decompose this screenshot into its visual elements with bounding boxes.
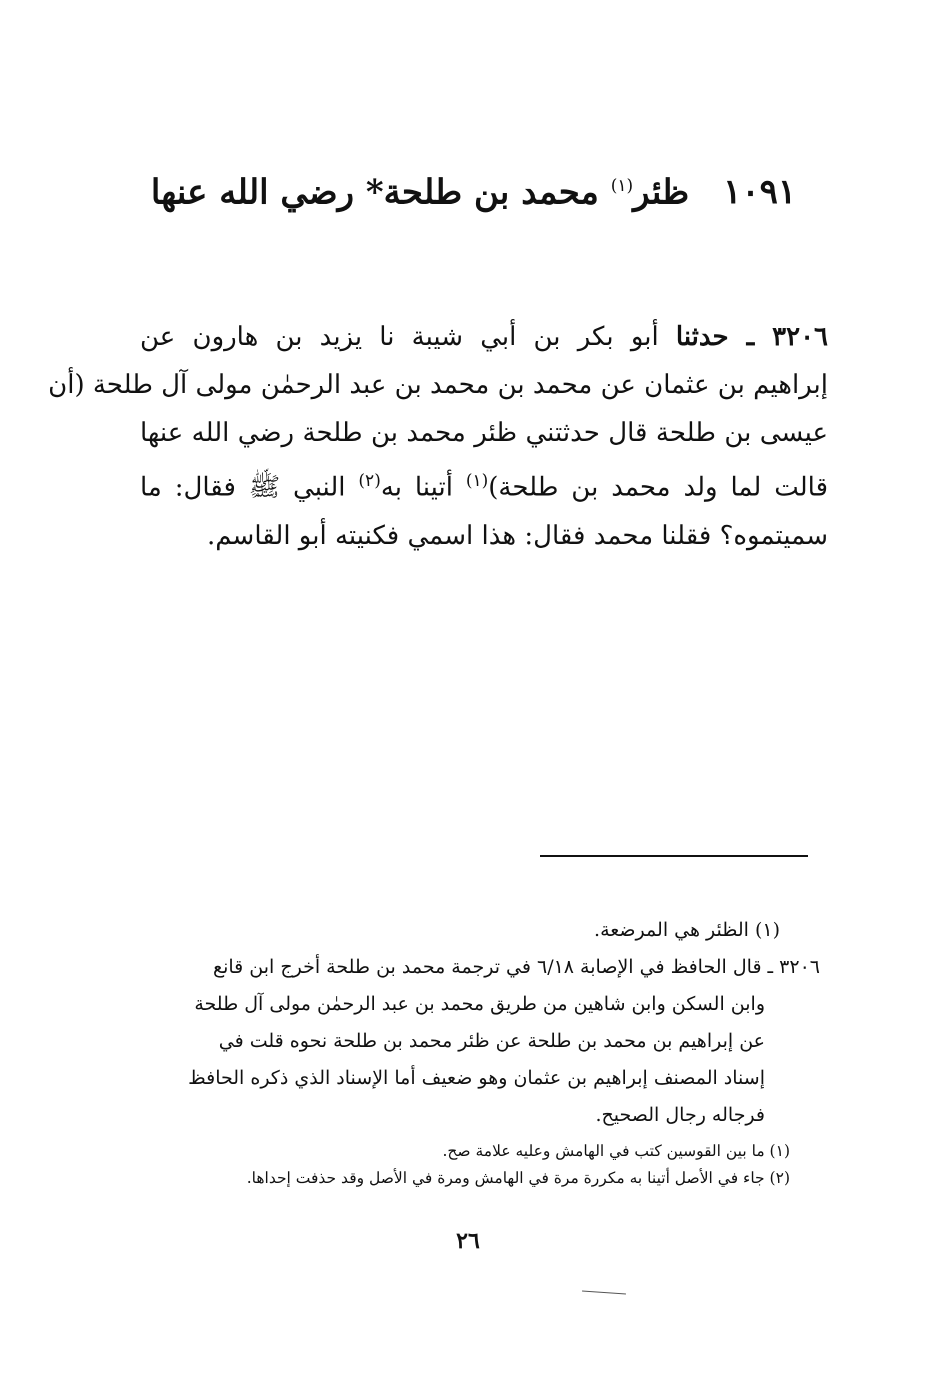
hadith-lead: ٣٢٠٦ ـ حدثنا [675, 322, 828, 352]
text-notes [150, 1138, 790, 1192]
heading-footnote-ref: (١) [610, 176, 634, 196]
footnote-2-line-4: إسناد المصنف إبراهيم بن عثمان وهو ضعيف أما الإسناد الذي ذكره الحافظ [188, 1067, 765, 1089]
entry-number: ١٠٩١ [723, 172, 797, 213]
footnote-separator [540, 855, 808, 857]
footnotes [130, 912, 820, 1134]
footnote-2-line-3: عن إبراهيم بن محمد بن طلحة عن ظئر محمد بن طلحة نحوه قلت في [218, 1030, 765, 1052]
footnote-2-line-1: ٣٢٠٦ ـ قال الحافظ في الإصابة ٦/١٨ في ترجمة محمد بن طلحة أخرج ابن قانع [212, 956, 820, 978]
page-number: ٢٦ [456, 1228, 480, 1254]
scan-mark [582, 1290, 626, 1294]
footnote-2-line-2: وابن السكن وابن شاهين من طريق محمد بن عبد الرحمٰن مولى آل طلحة [194, 993, 765, 1015]
hadith-ref-1: (١) [465, 471, 489, 491]
text-note-1: (١) ما بين القوسين كتب في الهامش وعليه علامة صح. [442, 1142, 790, 1160]
hadith-ref-2: (٢) [358, 471, 381, 491]
entry-heading [120, 160, 827, 218]
entry-name-rest: محمد بن طلحة* رضي الله عنها [150, 172, 599, 213]
text-note-2: (٢) جاء في الأصل أتينا به مكررة مرة في الهامش ومرة في الأصل وقد حذفت إحداها. [246, 1169, 790, 1187]
hadith-line-3: عيسى بن طلحة قال حدثتني ظئر محمد بن طلحة رضي الله عنها [140, 418, 828, 448]
hadith-line-5: سميتموه؟ فقلنا محمد فقال: هذا اسمي فكنيته أبو القاسم. [206, 520, 828, 551]
footnote-2-line-5: فرجاله رجال الصحيح. [595, 1104, 765, 1126]
footnote-1: (١) الظئر هي المرضعة. [594, 919, 780, 941]
hadith-line-4: قالت لما ولد محمد بن طلحة)$^{(١)}$ أتينا به$^{(٢)}$ النبي ﷺ فقال: ما [140, 471, 828, 503]
hadith-line-1: ٣٢٠٦ ـ حدثنا أبو بكر بن أبي شيبة نا يزيد بن هارون عن [140, 322, 828, 352]
entry-name: ظئر [633, 172, 690, 213]
hadith-text [48, 313, 828, 560]
hadith-line-2: إبراهيم بن عثمان عن محمد بن محمد بن عبد الرحمٰن مولى آل طلحة (أن [48, 370, 828, 400]
